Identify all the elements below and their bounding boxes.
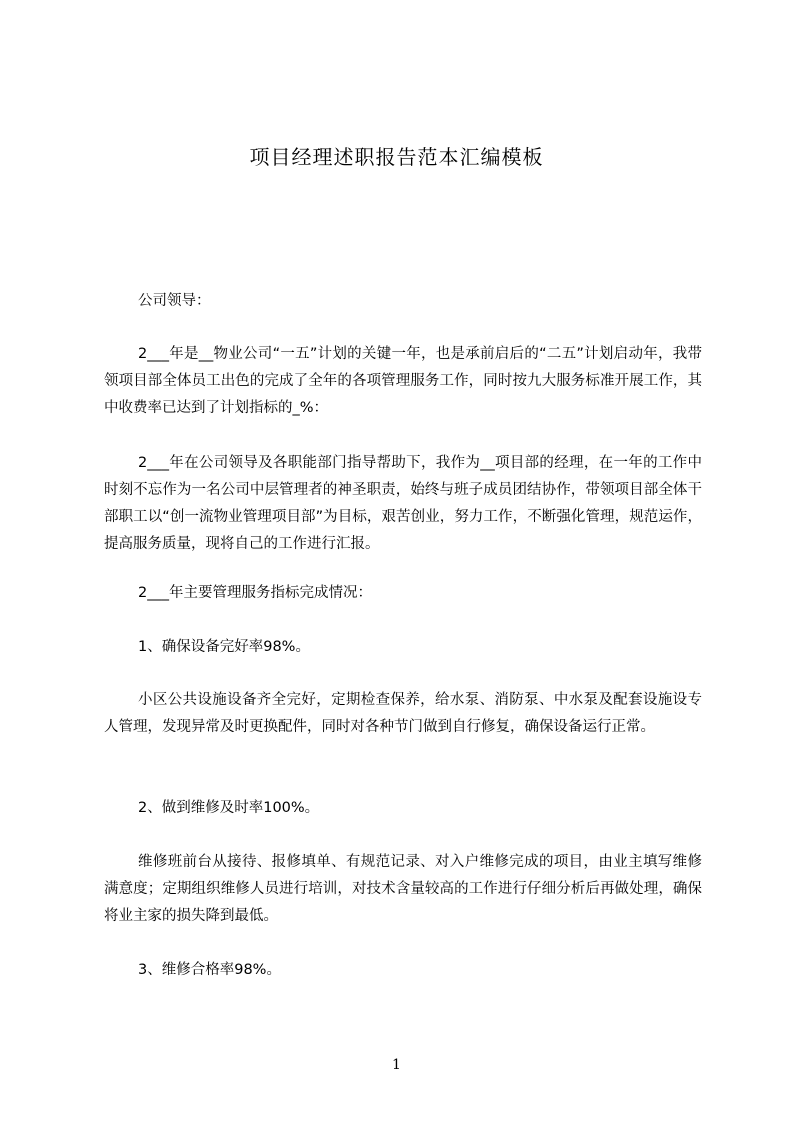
page-number: 1 <box>392 1057 401 1073</box>
list-item-heading-3: 3、维修合格率98%。 <box>138 962 281 978</box>
list-item-heading-1: 1、确保设备完好率98%。 <box>138 639 310 655</box>
paragraph-equipment: 小区公共设施设备齐全完好，定期检查保养，给水泵、消防泵、中水泵及配套设施设专人管理，发现异常及时更换配件，同时对各种节门做到自行修复，确保设备运行正常。 <box>104 692 702 735</box>
section-heading-indicators: 2___年主要管理服务指标完成情况： <box>138 585 372 601</box>
paragraph-maintenance: 维修班前台从接待、报修填单、有规范记录、对入户维修完成的项目，由业主填写维修满意度；定期组织维修人员进行培训，对技术含量较高的工作进行仔细分析后再做处理，确保将业主家的损失降到最低。 <box>104 854 702 924</box>
salutation: 公司领导： <box>138 293 211 309</box>
paragraph-summary: 2___年在公司领导及各职能部门指导帮助下，我作为__项目部的经理，在一年的工作中时刻不忘作为一名公司中层管理者的神圣职责，始终与班子成员团结协作，带领项目部全体干部职工以“创一流物业管理项目部”为目标，艰苦创业，努力工作，不断强化管理，规范运作，提高服务质量，现将自己的工作进行汇报。 <box>104 455 702 552</box>
list-item-heading-2: 2、做到维修及时率100%。 <box>138 800 320 816</box>
document-title: 项目经理述职报告范本汇编模板 <box>249 145 544 169</box>
paragraph-intro: 2___年是__物业公司“一五”计划的关键一年，也是承前启后的“二五”计划启动年，我带领项目部全体员工出色的完成了全年的各项管理服务工作，同时按九大服务标准开展工作，其中收费率已达到了计划指标的_%： <box>104 346 702 416</box>
